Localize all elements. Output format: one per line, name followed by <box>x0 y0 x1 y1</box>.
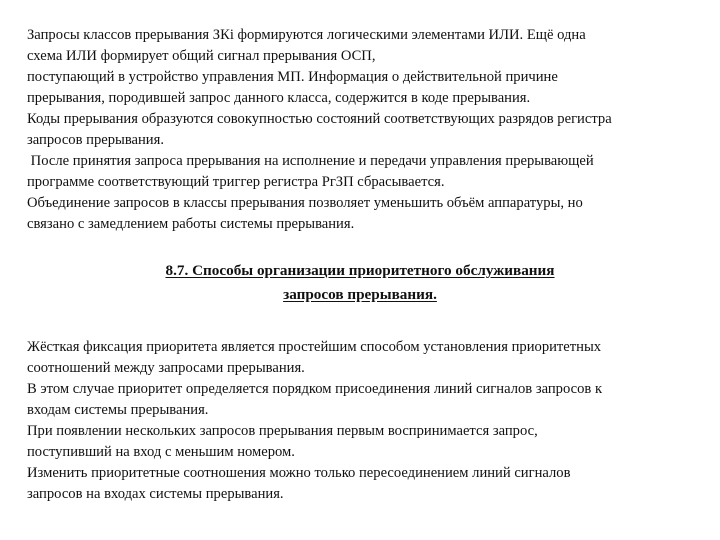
text-line: прерывания, породившей запрос данного класса, содержится в коде прерывания. <box>27 89 531 106</box>
paragraph-multiple-requests <box>27 421 697 462</box>
paragraph-interrupt-classes <box>27 25 697 66</box>
text-line: запросов на входах системы прерывания. <box>27 485 284 502</box>
text-line: Изменить приоритетные соотношения можно только пересоединением линий сигналов <box>27 465 571 481</box>
text-line: Коды прерывания образуются совокупностью состояний соответствующих разрядов регистра <box>27 111 612 127</box>
heading-line: 8.7. Способы организации приоритетного обслуживания <box>165 262 555 279</box>
text-line: Запросы классов прерывания ЗКi формируются логическими элементами ИЛИ. Ещё одна <box>27 27 586 43</box>
text-line: поступивший на вход с меньшим номером. <box>27 443 295 460</box>
section-heading <box>0 259 720 307</box>
text-line: При появлении нескольких запросов прерывания первым воспринимается запрос, <box>27 423 538 439</box>
text-line: связано с замедлением работы системы прерывания. <box>27 215 355 232</box>
paragraph-connection-order <box>27 379 697 420</box>
heading-line: запросов прерывания. <box>283 286 437 303</box>
paragraph-fixed-priority <box>27 337 697 378</box>
paragraph-reconnection <box>27 463 697 504</box>
text-line: входам системы прерывания. <box>27 401 209 418</box>
text-line: После принятия запроса прерывания на исполнение и передачи управления прерывающей <box>27 153 594 169</box>
text-line: Объединение запросов в классы прерывания позволяет уменьшить объём аппаратуры, но <box>27 195 583 211</box>
paragraph-control-unit <box>27 67 697 108</box>
text-line: запросов прерывания. <box>27 131 164 148</box>
paragraph-class-merging <box>27 193 697 234</box>
text-line: соотношений между запросами прерывания. <box>27 359 305 376</box>
text-line: программе соответствующий триггер регистра РгЗП сбрасывается. <box>27 173 445 190</box>
text-line: Жёсткая фиксация приоритета является простейшим способом установления приоритетных <box>27 339 602 355</box>
paragraph-interrupt-codes <box>27 109 697 150</box>
text-line: поступающий в устройство управления МП. Информация о действительной причине <box>27 69 558 85</box>
text-line: В этом случае приоритет определяется порядком присоединения линий сигналов запросов к <box>27 381 603 397</box>
paragraph-trigger-reset <box>27 151 697 192</box>
text-line: схема ИЛИ формирует общий сигнал прерывания ОСП, <box>27 47 376 64</box>
